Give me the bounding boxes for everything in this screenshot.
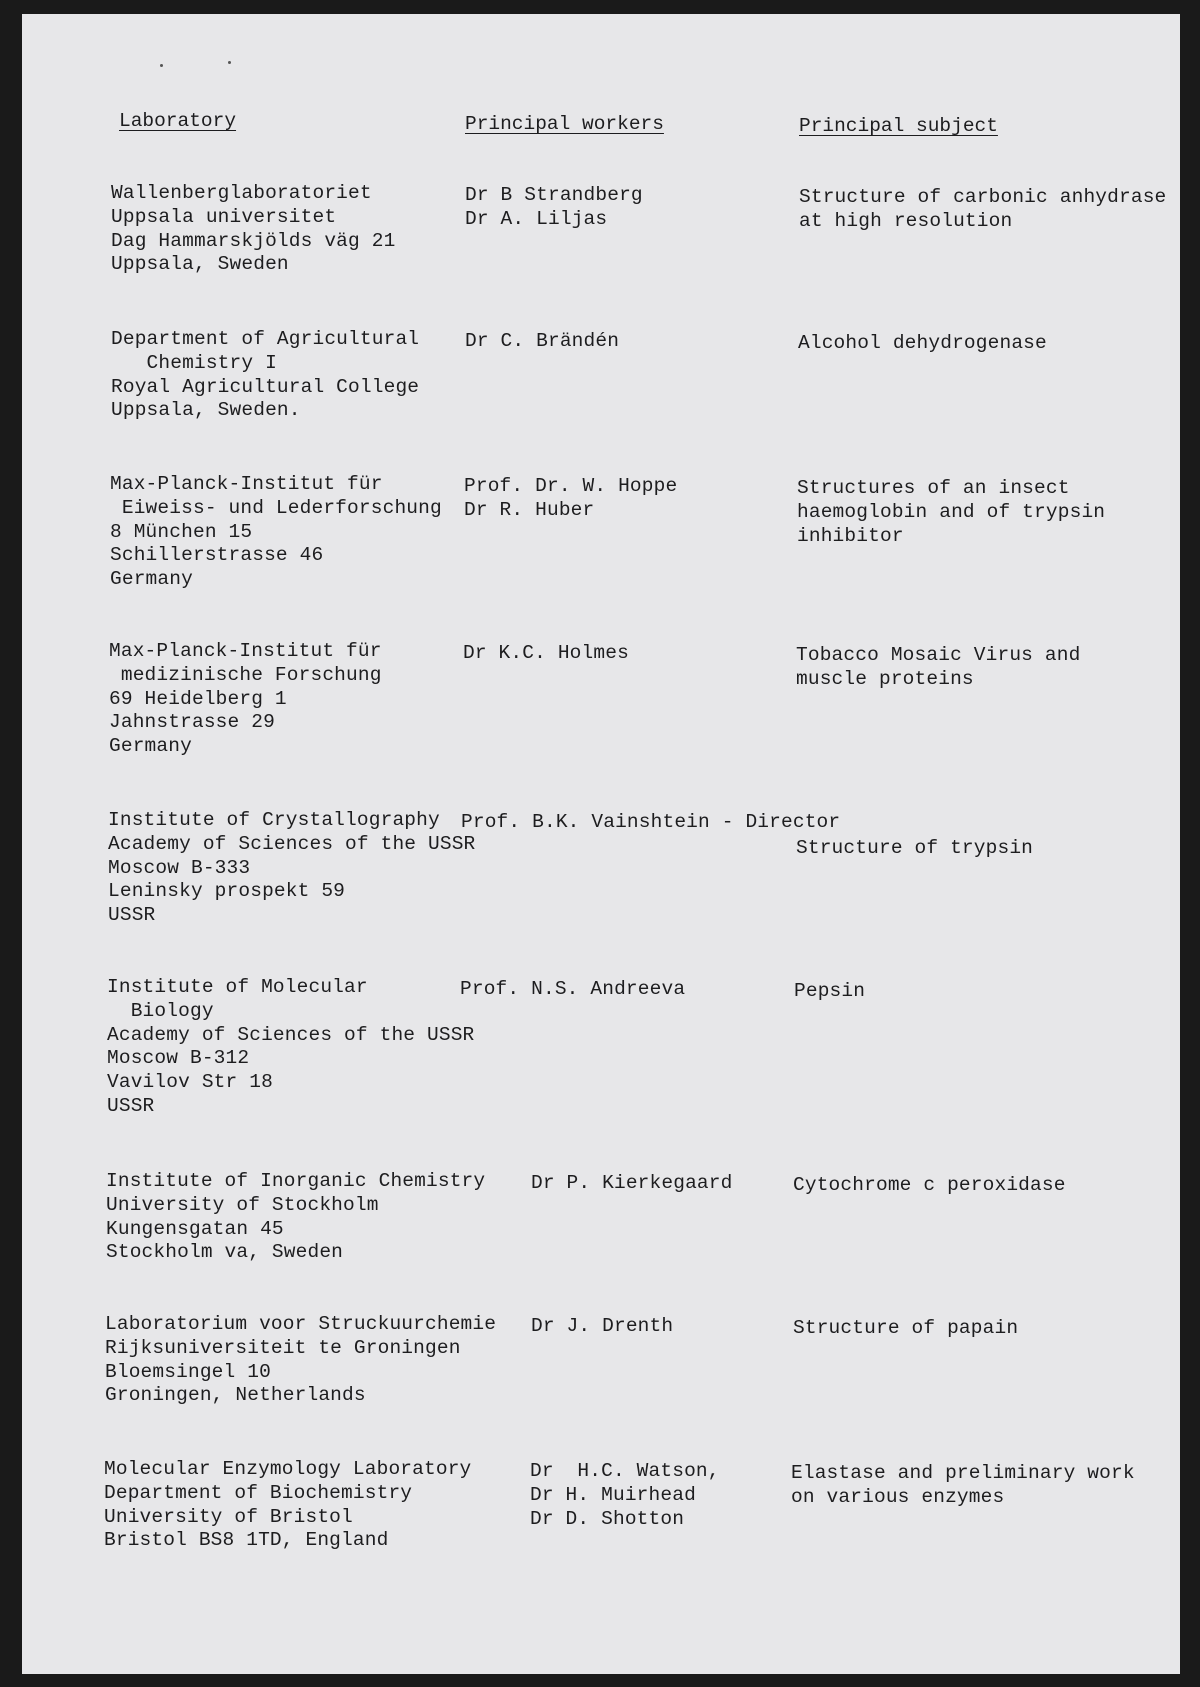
laboratory-line: University of Bristol xyxy=(104,1505,353,1528)
laboratory-line: Dag Hammarskjölds väg 21 xyxy=(111,229,396,252)
laboratory-line: medizinische Forschung xyxy=(109,663,382,686)
worker-line: Dr R. Huber xyxy=(464,498,595,521)
subject-line: at high resolution xyxy=(799,209,1013,232)
laboratory-line: Moscow B-333 xyxy=(108,856,251,879)
worker-line: Dr B Strandberg xyxy=(465,184,643,206)
worker-line: Dr C. Brändén xyxy=(465,330,620,352)
laboratory-line: University of Stockholm xyxy=(106,1193,379,1216)
laboratory-line: Wallenberglaboratoriet xyxy=(111,182,372,204)
subject-line: Tobacco Mosaic Virus and xyxy=(796,644,1081,666)
laboratory-line: Royal Agricultural College xyxy=(111,375,420,398)
subject-line: Structures of an insect xyxy=(797,477,1070,499)
laboratory-line: Stockholm va, Sweden xyxy=(106,1241,344,1264)
laboratory-line: Kungensgatan 45 xyxy=(106,1217,284,1240)
laboratory-line: Bloemsingel 10 xyxy=(105,1360,271,1383)
laboratory-line: Uppsala, Sweden. xyxy=(111,399,301,422)
laboratory-line: Max-Planck-Institut für xyxy=(109,640,382,662)
laboratory-line: USSR xyxy=(108,904,156,927)
laboratory-line: Max-Planck-Institut für xyxy=(110,473,383,495)
laboratory-line: Rijksuniversiteit te Groningen xyxy=(105,1336,461,1359)
laboratory-line: Groningen, Netherlands xyxy=(105,1384,366,1407)
subject-line: on various enzymes xyxy=(791,1485,1005,1508)
paper-speck xyxy=(160,64,163,67)
worker-line: Dr J. Drenth xyxy=(531,1315,674,1337)
laboratory-line: Schillerstrasse 46 xyxy=(110,544,324,567)
laboratory-line: Leninsky prospekt 59 xyxy=(108,880,346,903)
worker-line: Dr K.C. Holmes xyxy=(463,642,629,664)
laboratory-line: USSR xyxy=(107,1095,155,1117)
subject-line: Structure of trypsin xyxy=(796,836,1034,859)
laboratory-line: Academy of Sciences of the USSR xyxy=(107,1023,475,1046)
laboratory-line: Uppsala universitet xyxy=(111,205,337,228)
laboratory-line: Uppsala, Sweden xyxy=(111,253,289,276)
laboratory-line: Biology xyxy=(107,999,214,1022)
subject-line: Structure of papain xyxy=(793,1317,1019,1339)
laboratory-line: 69 Heidelberg 1 xyxy=(109,687,287,710)
laboratory-line: Laboratorium voor Struckuurchemie xyxy=(105,1313,497,1335)
laboratory-line: Molecular Enzymology Laboratory xyxy=(104,1458,472,1480)
header-laboratory: Laboratory xyxy=(119,110,237,132)
worker-line: Dr P. Kierkegaard xyxy=(531,1172,733,1194)
worker-line: Dr D. Shotton xyxy=(530,1507,685,1530)
worker-line: Prof. B.K. Vainshtein - Director xyxy=(461,811,841,833)
laboratory-line: 8 München 15 xyxy=(110,520,253,543)
header-principal-subject: Principal subject xyxy=(799,115,998,137)
header-principal-workers: Principal workers xyxy=(465,113,664,135)
worker-line: Dr A. Liljas xyxy=(465,207,608,230)
laboratory-line: Bristol BS8 1TD, England xyxy=(104,1529,389,1552)
laboratory-line: Eiweiss- und Lederforschung xyxy=(110,496,442,519)
paper-speck xyxy=(228,61,231,64)
laboratory-line: Moscow B-312 xyxy=(107,1047,250,1070)
laboratory-line: Germany xyxy=(110,568,193,591)
laboratory-line: Jahnstrasse 29 xyxy=(109,711,275,734)
subject-line: Pepsin xyxy=(794,980,866,1002)
laboratory-line: Vavilov Str 18 xyxy=(107,1071,273,1094)
subject-line: Cytochrome c peroxidase xyxy=(793,1174,1066,1196)
worker-line: Dr H.C. Watson, xyxy=(530,1460,720,1482)
subject-line: inhibitor xyxy=(797,524,904,547)
laboratory-line: Department of Agricultural xyxy=(111,328,420,350)
laboratory-line: Department of Biochemistry xyxy=(104,1481,413,1504)
worker-line: Prof. Dr. W. Hoppe xyxy=(464,475,678,497)
subject-line: Elastase and preliminary work xyxy=(791,1462,1135,1484)
laboratory-line: Academy of Sciences of the USSR xyxy=(108,832,476,855)
laboratory-line: Chemistry I xyxy=(111,351,277,374)
laboratory-line: Institute of Molecular xyxy=(107,976,368,998)
worker-line: Dr H. Muirhead xyxy=(530,1483,696,1506)
laboratory-line: Institute of Inorganic Chemistry xyxy=(106,1170,486,1192)
document-page xyxy=(22,14,1180,1674)
laboratory-line: Institute of Crystallography xyxy=(108,809,440,831)
subject-line: haemoglobin and of trypsin xyxy=(797,500,1106,523)
subject-line: Alcohol dehydrogenase xyxy=(798,332,1047,354)
laboratory-line: Germany xyxy=(109,735,192,758)
worker-line: Prof. N.S. Andreeva xyxy=(460,978,686,1000)
subject-line: muscle proteins xyxy=(796,667,974,690)
subject-line: Structure of carbonic anhydrase xyxy=(799,186,1167,208)
